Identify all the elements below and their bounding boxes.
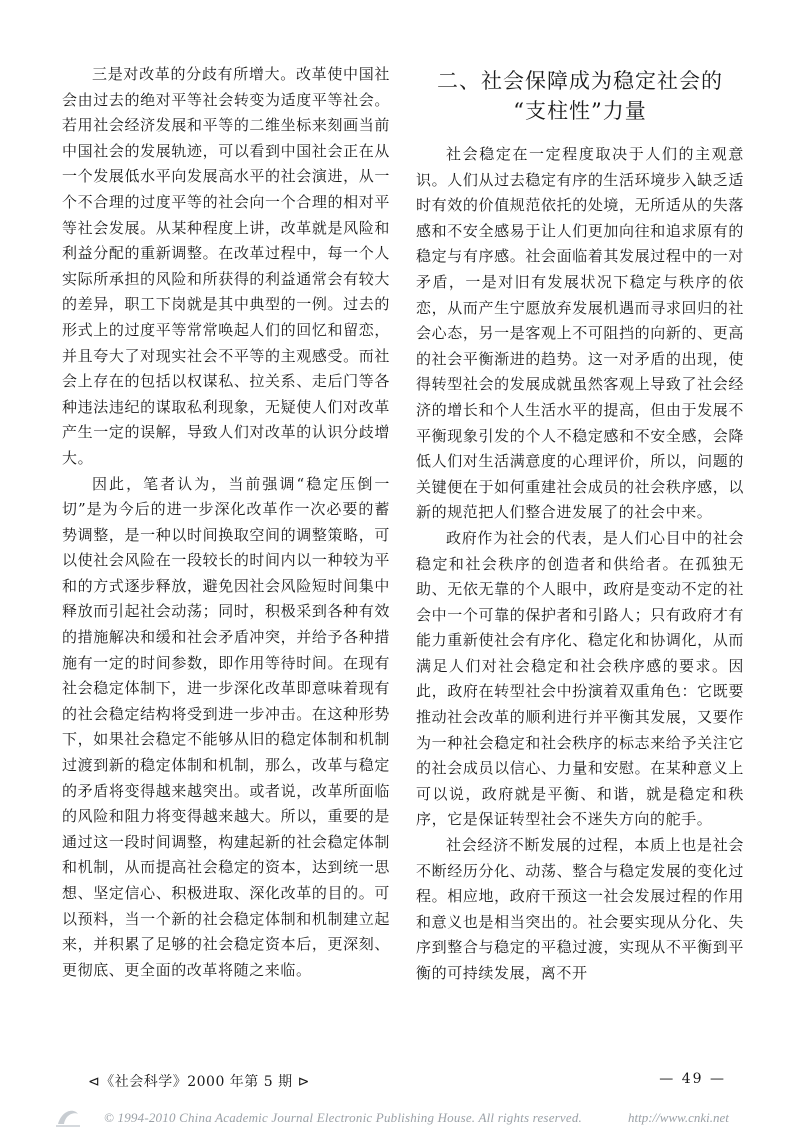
right-column — [416, 142, 744, 987]
section-heading-line1: 二、社会保障成为稳定社会的 — [437, 69, 723, 93]
paragraph: 政府作为社会的代表，是人们心目中的社会稳定和社会秩序的创造者和供给者。在孤独无助、无依无靠的个人眼中，政府是变动不定的社会中一个可靠的保护者和引路人；只有政府才有能力重新使社会有序化、稳定化和协调化，从而满足人们对社会稳定和社会秩序感的要求。因此，政府在转型社会中扮演着双重角色：它既要推动社会改革的顺利进行并平衡其发展，又要作为一种社会稳定和社会秩序的标志来给予关注它的社会成员以信心、力量和安慰。在某种意义上可以说，政府就是平衡、和谐，就是稳定和秩序，它是保证转型社会不迷失方向的舵手。 — [416, 528, 744, 829]
cnki-logo-icon — [52, 1104, 84, 1130]
section-heading — [416, 66, 744, 126]
section-heading-line2: “支柱性”力量 — [513, 99, 647, 123]
paragraph: 社会稳定在一定程度取决于人们的主观意识。人们从过去稳定有序的生活环境步入缺乏适时有效的价值规范依托的处境，无所适从的失落感和不安全感易于让人们更加向往和追求原有的稳定与有序感。社会面临着其发展过程中的一对矛盾，一是对旧有发展状况下稳定与秩序的依恋，从而产生宁愿放弃发展机遇而寻求回归的社会心态，另一是客观上不可阻挡的向新的、更高的社会平衡渐进的趋势。这一对矛盾的出现，使得转型社会的发展成就虽然客观上导致了社会经济的增长和个人生活水平的提高，但由于发展不平衡现象引发的个人不稳定感和不安全感，会降低人们对生活满意度的心理评价，所以，问题的关键便在于如何重建社会成员的社会秩序感，以新的规范把人们整合进发展了的社会中来。 — [416, 145, 744, 522]
journal-issue-footer: ⊲《社会科学》2000 年第 5 期 ⊳ — [88, 1074, 310, 1090]
page-number: — 49 — — [659, 1071, 726, 1087]
paragraph: 社会经济不断发展的过程，本质上也是社会不断经历分化、动荡、整合与稳定发展的变化过程。相应地，政府干预这一社会发展过程的作用和意义也是相当突出的。社会要实现从分化、失序到整合与稳定的平稳过渡，实现从不平衡到平衡的可持续发展，离不开 — [416, 836, 744, 982]
left-column — [62, 62, 390, 983]
copyright-url[interactable]: http://www.cnki.net — [628, 1110, 729, 1125]
copyright-notice: © 1994-2010 China Academic Journal Electronic Publishing House. All rights reserved. — [104, 1110, 583, 1125]
paragraph: 三是对改革的分歧有所增大。改革使中国社会由过去的绝对平等社会转变为适度平等社会。若用社会经济发展和平等的二维坐标来刻画当前中国社会的发展轨迹，可以看到中国社会正在从一个发展低水平向发展高水平的社会演进，从一个不合理的过度平等的社会向一个合理的相对平等社会发展。从某种程度上讲，改革就是风险和利益分配的重新调整。在改革过程中，每一个人实际所承担的风险和所获得的利益通常会有较大的差异，职工下岗就是其中典型的一例。过去的形式上的过度平等常常唤起人们的回忆和留恋，并且夸大了对现实社会不平等的主观感受。而社会上存在的包括以权谋私、拉关系、走后门等各种违法违纪的谋取私利现象，无疑使人们对改革产生一定的误解，导致人们对改革的认识分歧增大。 — [62, 65, 390, 467]
paragraph: 因此，笔者认为，当前强调“稳定压倒一切”是为今后的进一步深化改革作一次必要的蓄势调整，是一种以时间换取空间的调整策略，可以使社会风险在一段较长的时间内以一种较为平和的方式逐步释放，避免因社会风险短时间集中释放而引起社会动荡；同时，积极采到各种有效的措施解决和缓和社会矛盾冲突，并给予各种措施有一定的时间参数，即作用等待时间。在现有社会稳定体制下，进一步深化改革即意味着现有的社会稳定结构将受到进一步冲击。在这种形势下，如果社会稳定不能够从旧的稳定体制和机制过渡到新的稳定体制和机制，那么，改革与稳定的矛盾将变得越来越突出。或者说，改革所面临的风险和阻力将变得越来越大。所以，重要的是通过这一段时间调整，构建起新的社会稳定体制和机制，从而提高社会稳定的资本，达到统一思想、坚定信心、积极进取、深化改革的目的。可以预料，当一个新的社会稳定体制和机制建立起来，并积累了足够的社会稳定资本后，更深刻、更彻底、更全面的改革将随之来临。 — [62, 474, 390, 979]
